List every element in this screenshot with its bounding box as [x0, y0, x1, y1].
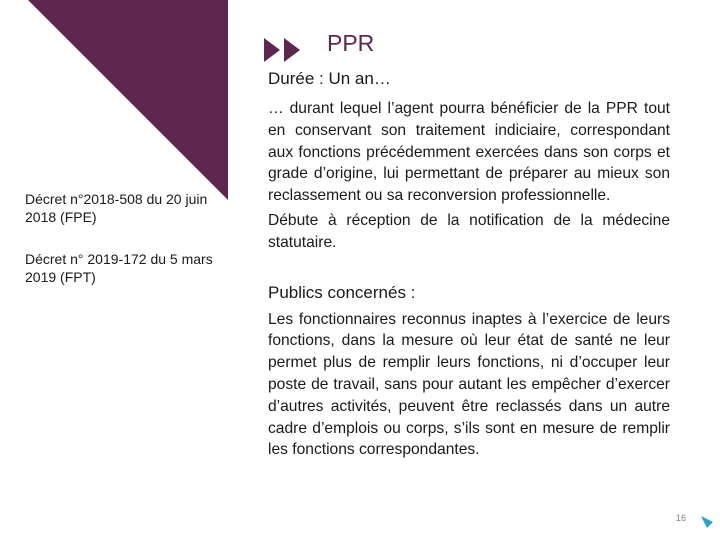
reference-fpt: Décret n° 2019-172 du 5 mars 2019 (FPT)	[25, 251, 213, 285]
double-chevron-right-icon	[264, 38, 306, 62]
public-paragraph: Les fonctionnaires reconnus inaptes à l’exercice de leurs fonctions, dans la mesure où leur état de santé ne leur permet plus de remplir leurs fonctions, ni d’occuper leur poste de travail, sans pour autant les empêcher d’exercer d’autres activités, peuvent être reclassés dans un autre cadre d’emplois ou corps, s’ils sont en mesure de remplir les fonctions correspondantes.	[268, 310, 670, 459]
reference-fpe: Décret n°2018-508 du 20 juin 2018 (FPE)	[25, 191, 208, 225]
duration-heading: Durée : Un an…	[268, 69, 391, 88]
slide-title: PPR	[327, 30, 375, 56]
page-number: 16	[676, 513, 687, 523]
references	[25, 190, 215, 310]
accent-triangle	[28, 0, 228, 200]
main-content	[268, 68, 670, 461]
public-heading: Publics concernés :	[268, 282, 416, 302]
diagonal-arrow-icon[interactable]	[700, 515, 714, 529]
duration-paragraph: … durant lequel l’agent pourra bénéficier de la PPR tout en conservant son traitement indiciaire, correspondant aux fonctions précédemment exercées dans son corps et grade d’origine, lui permettant de préparer au mieux son reclassement ou sa reconversion professionnelle.	[268, 100, 670, 205]
start-paragraph: Débute à réception de la notification de la médecine statutaire.	[268, 211, 670, 251]
